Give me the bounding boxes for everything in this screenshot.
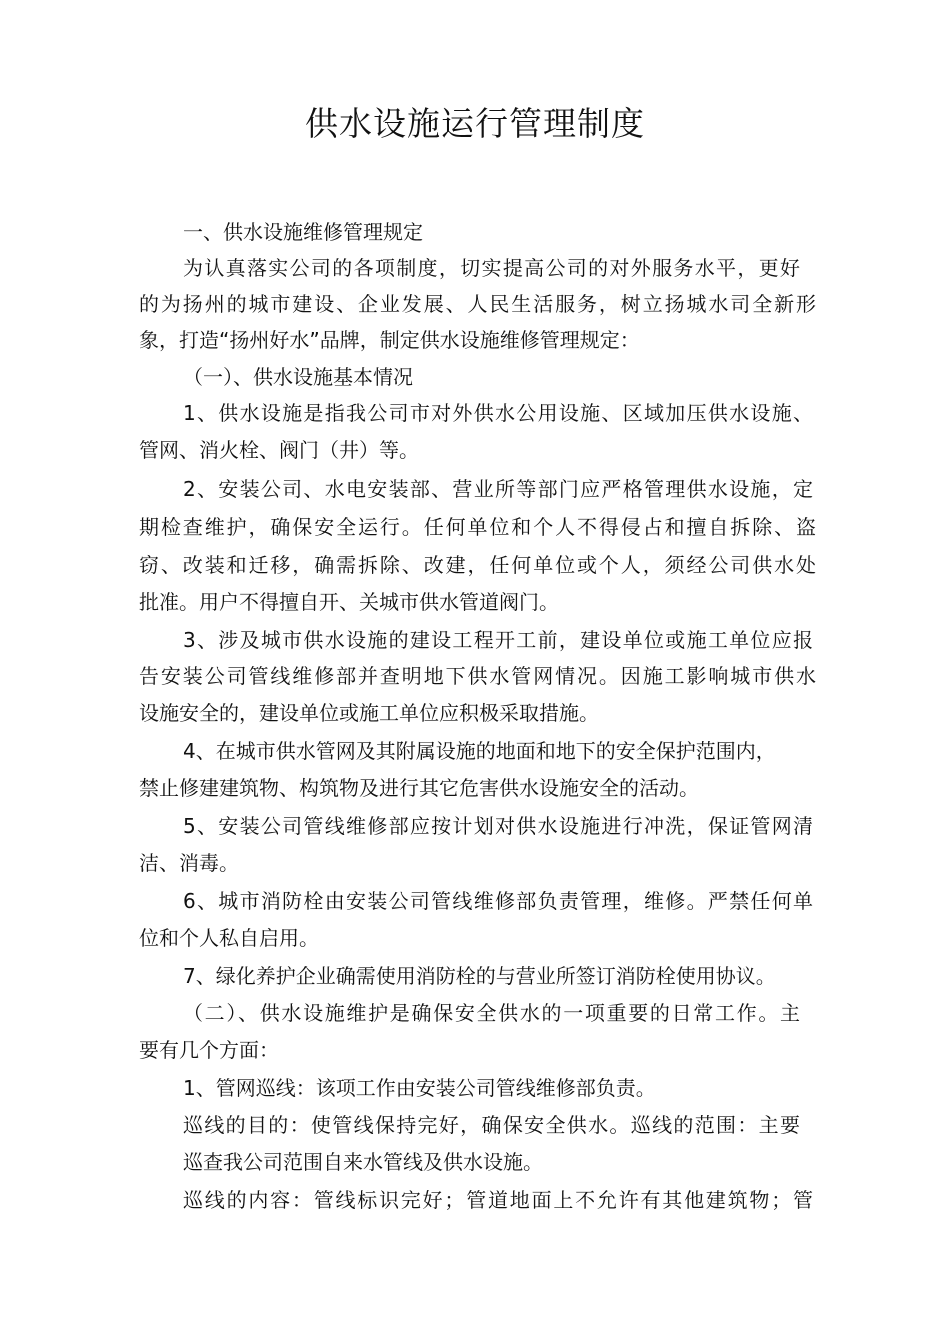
subsection-heading: （一）、供水设施基本情况 — [183, 365, 413, 389]
paragraph-line: 5、安装公司管线维修部应按计划对供水设施进行冲洗，保证管网清 — [183, 814, 813, 838]
paragraph-line: 1、供水设施是指我公司市对外供水公用设施、区域加压供水设施、 — [183, 401, 813, 425]
paragraph-line: 位和个人私自启用。 — [139, 926, 319, 950]
paragraph-line: 象，打造“扬州好水”品牌，制定供水设施维修管理规定： — [139, 328, 640, 352]
paragraph-line: 管网、消火栓、阀门（井）等。 — [139, 438, 419, 462]
paragraph-line: 设施安全的，建设单位或施工单位应积极采取措施。 — [139, 701, 599, 725]
subsection-heading: （二）、供水设施维护是确保安全供水的一项重要的日常工作。主 — [183, 1001, 800, 1025]
paragraph-line: 4、在城市供水管网及其附属设施的地面和地下的安全保护范围内， — [183, 739, 776, 763]
document-title: 供水设施运行管理制度 — [305, 104, 645, 143]
paragraph-line: 3、涉及城市供水设施的建设工程开工前，建设单位或施工单位应报 — [183, 628, 813, 652]
paragraph-line: 2、安装公司、水电安装部、营业所等部门应严格管理供水设施，定 — [183, 477, 813, 501]
paragraph-line: 7、绿化养护企业确需使用消防栓的与营业所签订消防栓使用协议。 — [183, 964, 776, 988]
section-heading: 一、供水设施维修管理规定 — [183, 220, 423, 244]
paragraph-line: 巡查我公司范围自来水管线及供水设施。 — [183, 1150, 543, 1174]
paragraph-line: 6、城市消防栓由安装公司管线维修部负责管理，维修。严禁任何单 — [183, 889, 813, 913]
paragraph-line: 巡线的目的：使管线保持完好，确保安全供水。巡线的范围：主要 — [183, 1113, 800, 1137]
paragraph-line: 巡线的内容：管线标识完好；管道地面上不允许有其他建筑物；管 — [183, 1188, 813, 1212]
paragraph-line: 洁、消毒。 — [139, 851, 239, 875]
paragraph-line: 期检查维护，确保安全运行。任何单位和个人不得侵占和擅自拆除、盗 — [139, 515, 816, 539]
paragraph-line: 窃、改装和迁移，确需拆除、改建，任何单位或个人，须经公司供水处 — [139, 553, 816, 577]
paragraph-line: 告安装公司管线维修部并查明地下供水管网情况。因施工影响城市供水 — [139, 664, 816, 688]
paragraph-line: 批准。用户不得擅自开、关城市供水管道阀门。 — [139, 590, 559, 614]
paragraph-line: 为认真落实公司的各项制度，切实提高公司的对外服务水平，更好 — [183, 256, 800, 280]
paragraph-line: 1、管网巡线：该项工作由安装公司管线维修部负责。 — [183, 1076, 656, 1100]
paragraph-line: 要有几个方面： — [139, 1038, 279, 1062]
paragraph-line: 的为扬州的城市建设、企业发展、人民生活服务，树立扬城水司全新形 — [139, 292, 816, 316]
paragraph-line: 禁止修建建筑物、构筑物及进行其它危害供水设施安全的活动。 — [139, 776, 699, 800]
